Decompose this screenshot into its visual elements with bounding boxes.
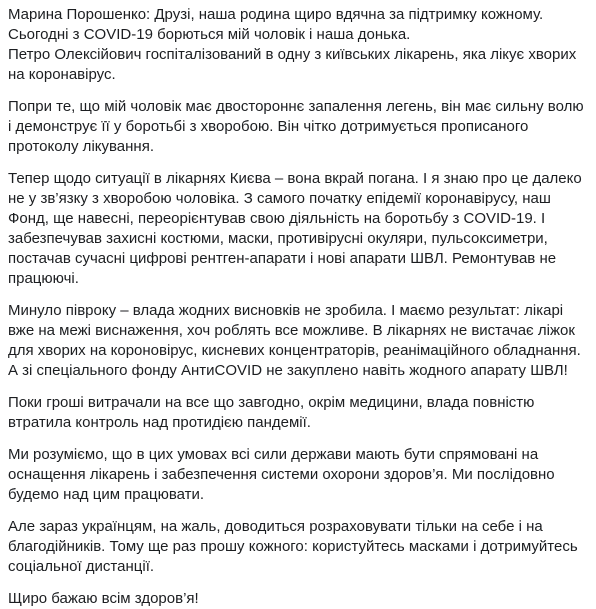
post-paragraph-intro: Марина Порошенко: Друзі, наша родина щиро вдячна за підтримку кожному. Сьогодні з COVID-19 борються мій чоловік і наша донька. Петро Олексійович госпіталізований в одну з київських лікарень, яка лікує хворих на коронавірус. <box>8 6 577 83</box>
post-paragraph-understanding: Ми розуміємо, що в цих умовах всі сили держави мають бути спрямовані на оснащення лікарень і забезпечення системи охорони здоров’я. Ми послідовно будемо над цим працювати. <box>8 446 555 503</box>
post-paragraph-spending: Поки гроші витрачали на все що завгодно, окрім медицини, влада повністю втратила контроль над протидією пандемії. <box>8 394 535 431</box>
post-paragraph-government: Минуло півроку – влада жодних висновків не зробила. І маємо результат: лікарі вже на межі виснаження, хоч роблять все можливе. В лікарнях не вистачає ліжок для хворих на короновірус, кисневих концентраторів, реанімаційного обладнання. А зі спеціального фонду АнтиCOVID не закуплено навіть жодного апарату ШВЛ! <box>8 302 581 379</box>
post-paragraph-closing: Щиро бажаю всім здоров’я! <box>8 590 199 607</box>
post-paragraph-condition: Попри те, що мій чоловік має двостороннє запалення легень, він має сильну волю і демонструє її у боротьбі з хворобою. Він чітко дотримується прописаного протоколу лікування. <box>8 98 584 155</box>
post-paragraph-appeal: Але зараз українцям, на жаль, доводиться розраховувати тільки на себе і на благодійників. Тому ще раз прошу кожного: користуйтесь масками і дотримуйтесь соціальної дистанції. <box>8 518 578 575</box>
post-paragraph-hospitals: Тепер щодо ситуації в лікарнях Києва – вона вкрай погана. І я знаю про це далеко не у зв’язку з хворобою чоловіка. З самого початку епідемії коронавірусу, наш Фонд, ще навесні, переорієнтував свою діяльність на боротьбу з COVID-19. І забезпечував захисні костюми, маски, противірусні окуляри, пульсоксиметри, постачав сучасні цифрові рентген-апарати і нові апарати ШВЛ. Ремонтував не працюючі. <box>8 170 582 287</box>
